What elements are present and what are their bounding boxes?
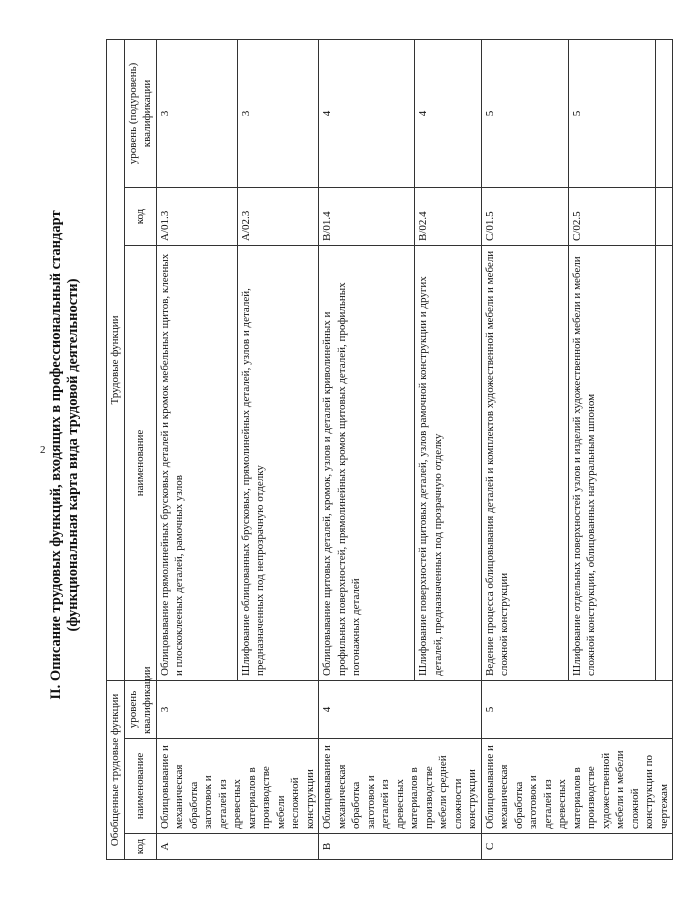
header-row-1 xyxy=(107,39,125,859)
header-generalized: Обобщенные трудовые функции xyxy=(107,680,125,859)
empty-cell xyxy=(656,187,673,245)
title-line-1: II. Описание трудовых функций, входящих в профессиональный стандарт xyxy=(48,210,64,700)
func-name-cell: Облицовывание прямолинейных брусковых деталей и кромок мебельных щитов, клееных и плоскоклееных деталей, рамочных узлов xyxy=(156,245,237,680)
func-level-cell: 3 xyxy=(237,39,318,187)
gen-name-cell: Облицовывание и механическая обработка заготовок и деталей из древесных материалов в производстве художественной мебели и мебели сложной конструкции по чертежам xyxy=(481,739,673,834)
func-code-cell: B/02.4 xyxy=(415,187,481,245)
gen-level-cell: 5 xyxy=(481,680,673,738)
header-func-name: наименование xyxy=(124,245,156,680)
func-code-cell: C/01.5 xyxy=(481,187,568,245)
functional-map-table xyxy=(106,39,673,860)
func-name-cell: Шлифование отдельных поверхностей узлов и изделий художественной мебели и мебели сложной конструкции, облицованных натуральным шпоном xyxy=(568,245,655,680)
page-title xyxy=(48,65,82,845)
header-func-code: код xyxy=(124,187,156,245)
header-row-2 xyxy=(124,39,156,859)
header-gen-level: уровень квалификации xyxy=(124,680,156,738)
gen-level-cell: 4 xyxy=(319,680,482,738)
title-line-2: (функциональная карта вида трудовой деятельности) xyxy=(65,278,81,632)
header-functions: Трудовые функции xyxy=(107,39,125,680)
func-level-cell: 4 xyxy=(319,39,415,187)
header-func-level: уровень (подуровень) квалификации xyxy=(124,39,156,187)
table-row xyxy=(481,39,568,859)
gen-code-cell: A xyxy=(156,834,319,860)
empty-cell xyxy=(656,245,673,680)
func-level-cell: 5 xyxy=(568,39,655,187)
func-level-cell: 4 xyxy=(415,39,481,187)
func-name-cell: Ведение процесса облицовывания деталей и комплектов художественной мебели и мебели сложной конструкции xyxy=(481,245,568,680)
gen-level-cell: 3 xyxy=(156,680,319,738)
gen-name-cell: Облицовывание и механическая обработка заготовок и деталей из древесных материалов в производстве мебели средней сложности конструкции xyxy=(319,739,482,834)
gen-code-cell: B xyxy=(319,834,482,860)
table-row xyxy=(156,39,237,859)
empty-cell xyxy=(656,39,673,187)
func-name-cell: Облицовывание щитовых деталей, кромок, узлов и деталей криволинейных и профильных поверхностей, прямолинейных кромок щитовых деталей, профильных погонажных деталей xyxy=(319,245,415,680)
func-level-cell: 3 xyxy=(156,39,237,187)
func-level-cell: 5 xyxy=(481,39,568,187)
gen-name-cell: Облицовывание и механическая обработка заготовок и деталей из древесных материалов в производстве мебели несложной конструкции xyxy=(156,739,319,834)
func-code-cell: B/01.4 xyxy=(319,187,415,245)
gen-code-cell: C xyxy=(481,834,673,860)
func-code-cell: A/01.3 xyxy=(156,187,237,245)
page-number: 2 xyxy=(40,444,46,456)
func-name-cell: Шлифование облицованных брусковых, прямолинейных деталей, узлов и деталей, предназначенных под непрозрачную отделку xyxy=(237,245,318,680)
header-gen-name: наименование xyxy=(124,739,156,834)
func-name-cell: Шлифование поверхностей щитовых деталей, узлов рамочной конструкции и других деталей, предназначенных под прозрачную отделку xyxy=(415,245,481,680)
table-row xyxy=(319,39,415,859)
func-code-cell: C/02.5 xyxy=(568,187,655,245)
func-code-cell: A/02.3 xyxy=(237,187,318,245)
header-gen-code: код xyxy=(124,834,156,860)
